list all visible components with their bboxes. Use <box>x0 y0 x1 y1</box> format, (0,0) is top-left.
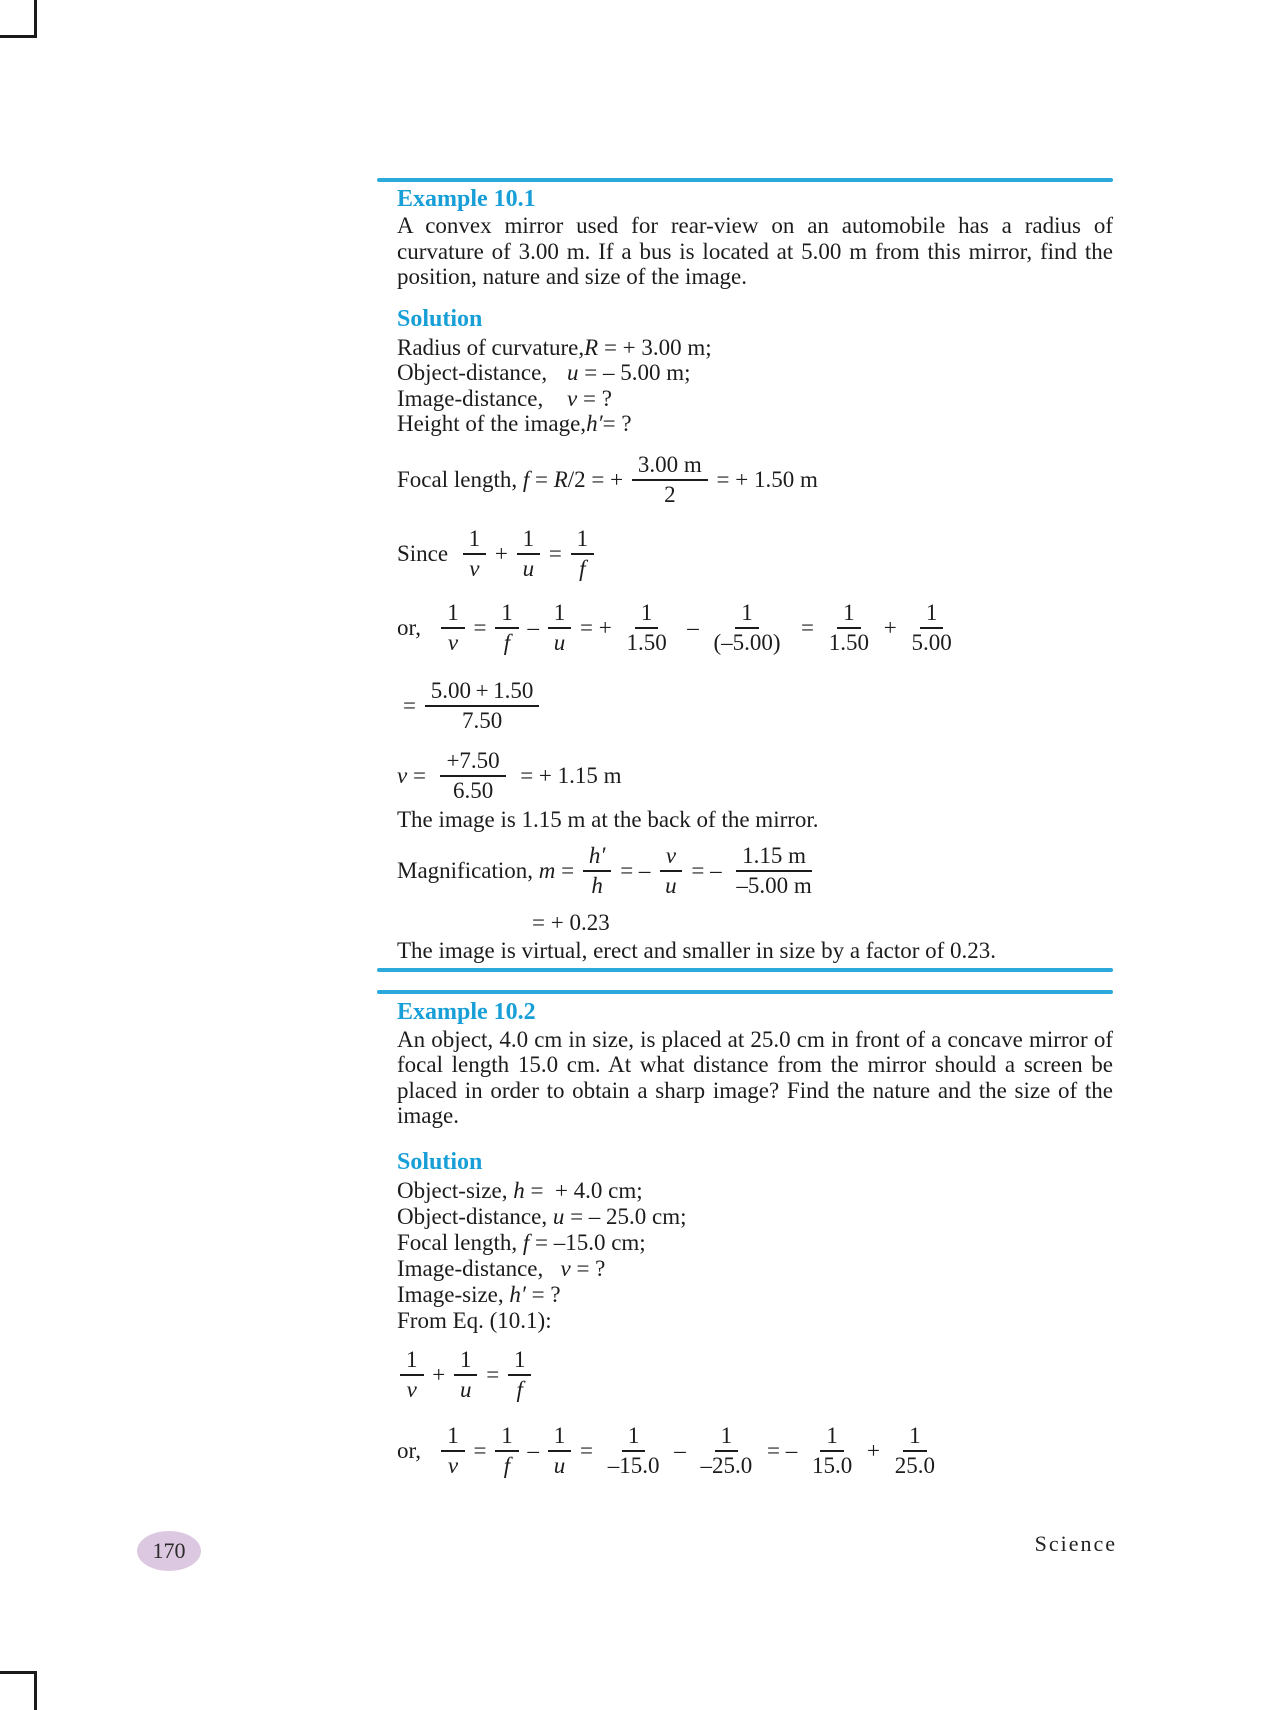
equation-reciprocal-expansion-2: or, $\frac{1}{v}$ = $\frac{1}{f}$ – $\frac{1}{u}$ = $\frac{1}{-15.0}$ – $\frac{1}{-25.0}$ = – $\frac{1}{15.0}$ + $\frac{1}{25.0}$ <box>377 1424 1113 1478</box>
given-label: Object-size, <box>397 1177 514 1203</box>
given-variable: u <box>567 360 579 385</box>
given-row <box>397 1256 1113 1282</box>
fraction: $\frac{1}{f}$ <box>571 527 595 581</box>
example1-given-list <box>377 335 1113 437</box>
fraction: $\frac{1}{15.0}$ <box>811 1422 853 1478</box>
given-row <box>397 1282 1113 1308</box>
equation-magnification: Magnification, m = $\frac{h'}{h}$ = – $\frac{v}{u}$ = – $\frac{1.15 m}{-5.00 m}$ <box>377 844 1113 898</box>
given-variable: h′ <box>586 411 603 436</box>
equation-image-distance: v = $\frac{+7.50}{6.50}$ = + 1.15 m <box>397 747 622 803</box>
equation-mirror-formula: Since $\frac{1}{v}$ + $\frac{1}{u}$ = $\frac{1}{f}$ <box>377 527 1113 581</box>
equation-focal-length: Focal length, f = R /2 = + $\frac{3.00 m}{2}$ = + 1.50 m <box>397 451 818 507</box>
page-number-badge <box>137 1531 201 1571</box>
page-number: 170 <box>152 1538 186 1563</box>
given-value: = ? <box>602 411 632 436</box>
given-variable: R <box>584 334 599 360</box>
crop-mark-bottom-left-vertical <box>34 1671 37 1710</box>
fraction: $\frac{1}{v}$ <box>463 527 487 581</box>
fraction: $\frac{+7.50}{6.50}$ <box>440 749 505 803</box>
given-row <box>397 386 1113 412</box>
given-variable: v <box>560 1255 571 1281</box>
example1-top-rule <box>377 178 1113 182</box>
fraction: $\frac{1.15 m}{-5.00 m}$ <box>736 843 812 898</box>
given-row <box>397 1204 1113 1230</box>
example1-result-note: The image is 1.15 m at the back of the mirror. <box>397 806 819 832</box>
crop-mark-bottom-left-horizontal <box>0 1671 37 1674</box>
given-variable: v <box>567 385 578 411</box>
given-value: = ? <box>577 385 612 411</box>
equation-reciprocal-expansion: or, $\frac{1}{v}$ = $\frac{1}{f}$ – $\frac{1}{u}$ = + $\frac{1}{1.50}$ – $\frac{1}{(-5.00)}$ = $\frac{1}{1.50}$ + $\frac{1}{5.00}$ <box>377 601 1113 655</box>
given-variable: h′ <box>509 1281 526 1307</box>
fraction: $\frac{1}{u}$ <box>454 1348 478 1402</box>
footer-subject-label: Science <box>1034 1531 1117 1556</box>
given-label: Height of the image, <box>397 411 587 436</box>
example2-given-list <box>377 1178 1113 1334</box>
crop-mark-top-left-horizontal <box>0 35 37 38</box>
example1-title: Example 10.1 <box>397 186 536 212</box>
fraction: $\frac{1}{v}$ <box>441 601 465 655</box>
given-row <box>397 411 1113 437</box>
example2-title: Example 10.2 <box>397 998 536 1025</box>
crop-mark-top-left-vertical <box>34 0 37 38</box>
fraction: $\frac{1}{u}$ <box>548 601 572 655</box>
example1-problem-text: A convex mirror used for rear-view on an automobile has a radius of curvature of 3.00 m. If a bus is located at 5.00 m from this mirror, find the position, nature and size of the image. <box>397 213 1113 289</box>
fraction: $\frac{1}{5.00}$ <box>911 599 952 655</box>
given-label: Object-distance, <box>397 360 548 385</box>
given-variable: u <box>552 1203 565 1229</box>
fraction: $\frac{1}{1.50}$ <box>828 599 869 655</box>
fraction: $\frac{v}{u}$ <box>659 844 683 898</box>
fraction: $\frac{1}{v}$ <box>400 1348 424 1402</box>
fraction: $\frac{1}{v}$ <box>441 1424 465 1478</box>
given-label: Image-size, <box>397 1281 510 1307</box>
fraction: $\frac{5.00 + 1.50}{7.50}$ <box>425 679 540 733</box>
equation-fraction-sum: = $\frac{5.00 + 1.50}{7.50}$ <box>377 679 1113 733</box>
given-value: = ? <box>525 1281 561 1307</box>
fraction: $\frac{1}{25.0}$ <box>894 1422 935 1478</box>
equation-magnification-result: = + 0.23 <box>532 910 610 935</box>
given-row <box>397 1308 1113 1334</box>
given-label: Object-distance, <box>397 1203 553 1229</box>
given-label: Focal length, <box>397 1229 523 1255</box>
given-variable: h <box>513 1177 525 1203</box>
fraction: $\frac{1}{f}$ <box>508 1348 532 1402</box>
fraction: $\frac{1}{-25.0}$ <box>700 1422 753 1478</box>
fraction: $\frac{1}{u}$ <box>548 1424 572 1478</box>
example2-problem-text: An object, 4.0 cm in size, is placed at 25.0 cm in front of a concave mirror of focal length 15.0 cm. At what distance from the mirror should a screen be placed in order to obtain a sharp image? Find the nature and the size of the image. <box>397 1026 1113 1128</box>
given-variable: f <box>522 1229 530 1255</box>
given-value: = – 25.0 cm; <box>564 1203 687 1229</box>
given-value: = ? <box>570 1255 606 1281</box>
fraction: $\frac{1}{f}$ <box>495 601 519 655</box>
given-label: Image-distance, <box>397 1255 561 1281</box>
given-row <box>397 1178 1113 1204</box>
fraction: $\frac{1}{(-5.00)}$ <box>713 599 781 655</box>
example2-top-rule <box>377 990 1113 994</box>
given-value: = + 4.0 cm; <box>524 1177 643 1203</box>
example1-solution-heading: Solution <box>397 305 483 332</box>
example1-conclusion: The image is virtual, erect and smaller in size by a factor of 0.23. <box>397 938 997 963</box>
given-label: Image-distance, <box>397 385 544 411</box>
given-value: = –15.0 cm; <box>529 1229 646 1255</box>
equation-mirror-formula-2: $\frac{1}{v}$ + $\frac{1}{u}$ = $\frac{1}{f}$ <box>377 1348 1113 1402</box>
given-value: = – 5.00 m; <box>578 360 691 385</box>
example1-bottom-rule <box>377 968 1113 972</box>
fraction: $\frac{3.00 m}{2}$ <box>632 453 708 507</box>
given-label: From Eq. (10.1): <box>397 1307 552 1333</box>
page-content-column <box>377 178 1113 1478</box>
given-row <box>397 335 1113 361</box>
fraction: $\frac{1}{u}$ <box>517 527 541 581</box>
example2-solution-heading: Solution <box>397 1148 483 1175</box>
given-row <box>397 1230 1113 1256</box>
fraction: $\frac{1}{1.50}$ <box>626 599 667 655</box>
fraction: $\frac{h'}{h}$ <box>583 844 612 898</box>
fraction: $\frac{1}{-15.0}$ <box>607 1422 660 1478</box>
fraction: $\frac{1}{f}$ <box>495 1424 519 1478</box>
given-row <box>397 360 1113 386</box>
given-value: = + 3.00 m; <box>598 334 712 360</box>
given-label: Radius of curvature, <box>397 334 585 360</box>
